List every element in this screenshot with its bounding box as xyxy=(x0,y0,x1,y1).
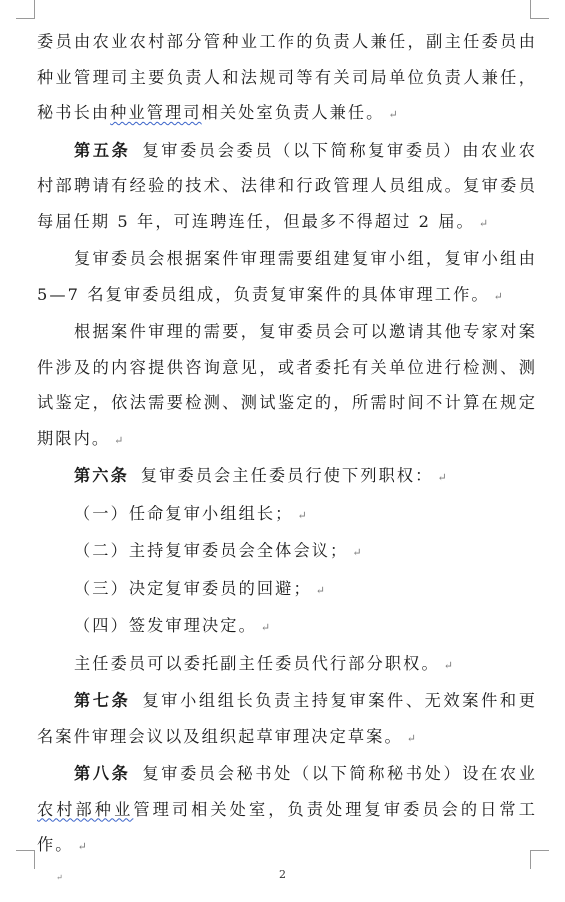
document-body[interactable] xyxy=(37,24,537,865)
paragraph-text: 复审委员会委员（以下简称复审委员）由农业农村部聘请有经验的技术、法律和行政管理人员组成。复审委员每届任期 5 年，可连聘连任，但最多不得超过 2 届。 xyxy=(37,140,537,231)
spellcheck-underlined-text: 农村部种业 xyxy=(37,799,134,819)
paragraph-mark-icon: ↵ xyxy=(388,108,398,121)
paragraph xyxy=(37,241,537,314)
paragraph-mark-icon: ↵ xyxy=(437,471,447,484)
paragraph-mark-icon: ↵ xyxy=(297,508,307,522)
paragraph-text: （四）签发审理决定。 xyxy=(74,616,257,635)
paragraph-text: 委员由农业农村部分管种业工作的负责人兼任，副主任委员由种业管理司主要负责人和法规司等有关司局单位负责人兼任，秘书长由 xyxy=(37,32,537,122)
paragraph xyxy=(37,646,537,684)
paragraph xyxy=(37,756,537,865)
paragraph xyxy=(37,314,537,458)
article-number: 第五条 xyxy=(74,140,131,160)
paragraph-text: （三）决定复审委员的回避； xyxy=(74,578,312,598)
top-left-margin-corner-mark xyxy=(16,0,35,19)
paragraph-mark-icon: ↵ xyxy=(315,583,325,597)
paragraph-text: 复审委员会根据案件审理需要组建复审小组，复审小组由 5—7 名复审委员组成，负责复审案件的具体审理工作。 xyxy=(37,249,537,304)
paragraph-text: 复审委员会主任委员行使下列职权： xyxy=(140,466,434,485)
paragraph-mark-icon: ↵ xyxy=(260,621,271,634)
paragraph xyxy=(37,608,537,646)
spellcheck-underlined-text: 种业管理司 xyxy=(110,103,202,122)
paragraph-text: 复审委员会秘书处（以下简称秘书处）设在农业 xyxy=(142,764,537,783)
top-right-margin-corner-mark xyxy=(530,0,549,19)
paragraph-mark-icon: ↵ xyxy=(443,658,453,672)
paragraph-text: 主任委员可以委托副主任委员代行部分职权。 xyxy=(74,653,440,673)
paragraph xyxy=(37,496,537,534)
page-number: 2 xyxy=(279,868,286,881)
paragraph-text: 根据案件审理的需要，复审委员会可以邀请其他专家对案件涉及的内容提供咨询意见，或者委托有关单位进行检测、测试鉴定，依法需要检测、测试鉴定的，所需时间不计算在规定期限内。 xyxy=(37,322,537,448)
paragraph-text: 管理司相关处室，负责处理复审委员会的日常工作。 xyxy=(37,799,537,854)
paragraph-text: 复审小组组长负责主持复审案件、无效案件和更名案件审理会议以及组织起草审理决定草案。 xyxy=(37,691,537,746)
paragraph-mark-icon: ↵ xyxy=(493,289,503,303)
paragraph xyxy=(37,458,537,496)
paragraph xyxy=(37,533,537,571)
footer-paragraph-mark: ↵ xyxy=(56,873,63,882)
paragraph-text: （二）主持复审委员会全体会议； xyxy=(74,541,349,560)
bottom-left-margin-corner-mark xyxy=(16,850,35,869)
paragraph-text: 相关处室负责人兼任。 xyxy=(201,103,385,122)
paragraph-mark-icon: ↵ xyxy=(114,433,124,447)
paragraph xyxy=(37,571,537,609)
paragraph-mark-icon: ↵ xyxy=(406,731,416,745)
paragraph-mark-icon: ↵ xyxy=(352,546,362,559)
article-number: 第八条 xyxy=(74,764,131,783)
paragraph-mark-icon: ↵ xyxy=(478,216,489,230)
article-number: 第六条 xyxy=(74,466,129,485)
paragraph xyxy=(37,683,537,756)
article-number: 第七条 xyxy=(74,691,131,710)
paragraph xyxy=(37,133,537,242)
paragraph-mark-icon: ↵ xyxy=(77,840,87,853)
paragraph xyxy=(37,24,537,133)
paragraph-text: （一）任命复审小组组长； xyxy=(74,503,294,523)
